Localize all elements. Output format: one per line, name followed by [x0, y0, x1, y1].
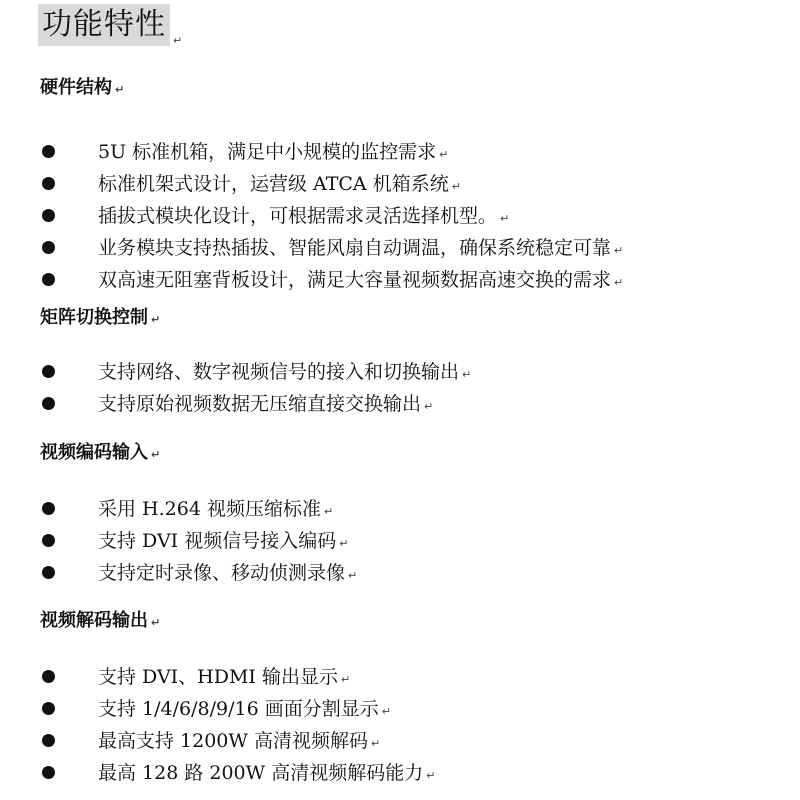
paragraph-mark-icon: ↵ [323, 505, 334, 518]
list-item [40, 557, 780, 589]
paragraph-mark-icon: ↵ [424, 400, 434, 413]
section-video-decoding-output [40, 609, 780, 789]
list-item-label: 支持定时录像、移动侦测录像 [98, 562, 346, 584]
list-item-label: 采用 H.264 视频压缩标准 [98, 498, 321, 520]
list-item [40, 264, 780, 296]
bullet-icon [42, 702, 55, 715]
bullet-list [40, 356, 780, 420]
list-item-text [98, 356, 471, 388]
list-item-text [98, 168, 461, 200]
list-item-label: 双高速无阻塞背板设计，满足大容量视频数据高速交换的需求 [98, 269, 612, 291]
list-item-text [98, 693, 391, 725]
list-item-label: 支持 1/4/6/8/9/16 画面分割显示 [98, 698, 379, 720]
paragraph-mark-icon: ↵ [451, 180, 461, 193]
list-item-label: 支持 DVI、HDMI 输出显示 [98, 666, 338, 688]
paragraph-mark-icon: ↵ [439, 148, 449, 161]
list-item [40, 757, 780, 789]
bullet-icon [42, 566, 55, 579]
bullet-list [40, 136, 780, 296]
list-item-label: 5U 标准机箱，满足中小规模的监控需求 [98, 141, 437, 163]
section-hardware-structure [40, 76, 780, 296]
bullet-icon [42, 397, 55, 410]
paragraph-mark-icon: ↵ [500, 212, 510, 225]
list-item-text [98, 725, 380, 757]
list-item-text [98, 388, 433, 420]
paragraph-mark-icon: ↵ [381, 705, 391, 718]
list-item [40, 725, 780, 757]
paragraph-mark-icon: ↵ [614, 244, 624, 257]
bullet-icon [42, 534, 55, 547]
paragraph-mark-icon: ↵ [426, 769, 436, 782]
section-matrix-switch-control [40, 306, 780, 420]
page-title: 功能特性 [38, 4, 170, 46]
list-item-label: 标准机架式设计，运营级 ATCA 机箱系统 [98, 173, 449, 195]
section-heading [40, 306, 780, 330]
list-item-text [98, 557, 357, 589]
list-item-label: 最高支持 1200W 高清视频解码 [98, 730, 368, 752]
list-item-text [98, 525, 348, 557]
paragraph-mark-icon: ↵ [614, 276, 624, 289]
bullet-icon [42, 145, 55, 158]
list-item-text [98, 661, 350, 693]
list-item-label: 插拔式模块化设计，可根据需求灵活选择机型。 [98, 205, 498, 227]
title-line [38, 4, 182, 46]
paragraph-mark-icon: ↵ [151, 616, 161, 629]
paragraph-mark-icon: ↵ [462, 368, 472, 381]
bullet-icon [42, 502, 55, 515]
paragraph-mark-icon: ↵ [339, 537, 349, 550]
bullet-list [40, 493, 780, 589]
section-heading-text: 视频编码输入 [40, 442, 148, 463]
paragraph-mark-icon: ↵ [340, 673, 351, 686]
list-item [40, 200, 780, 232]
list-item-text [98, 136, 448, 168]
list-item-label: 业务模块支持热插拔、智能风扇自动调温，确保系统稳定可靠 [98, 237, 612, 259]
list-item [40, 493, 780, 525]
section-heading [40, 441, 780, 465]
bullet-icon [42, 766, 55, 779]
section-heading-text: 硬件结构 [40, 77, 112, 98]
bullet-icon [42, 670, 55, 683]
list-item [40, 661, 780, 693]
list-item-label: 支持网络、数字视频信号的接入和切换输出 [98, 361, 460, 383]
bullet-list [40, 661, 780, 789]
list-item-text [98, 200, 509, 232]
paragraph-mark-icon: ↵ [151, 313, 161, 326]
list-item [40, 388, 780, 420]
list-item-text [98, 232, 623, 264]
list-item-text [98, 757, 435, 789]
list-item-label: 支持原始视频数据无压缩直接交换输出 [98, 393, 422, 415]
list-item-text [98, 493, 333, 525]
paragraph-mark-icon: ↵ [151, 448, 161, 461]
paragraph-mark-icon: ↵ [370, 737, 381, 750]
bullet-icon [42, 365, 55, 378]
bullet-icon [42, 177, 55, 190]
list-item-label: 支持 DVI 视频信号接入编码 [98, 530, 337, 552]
paragraph-mark-icon: ↵ [173, 34, 183, 47]
list-item [40, 693, 780, 725]
paragraph-mark-icon: ↵ [115, 83, 125, 96]
section-heading-text: 矩阵切换控制 [40, 307, 148, 328]
list-item [40, 232, 780, 264]
list-item [40, 356, 780, 388]
section-heading [40, 609, 780, 633]
list-item [40, 136, 780, 168]
list-item-label: 最高 128 路 200W 高清视频解码能力 [98, 762, 424, 784]
paragraph-mark-icon: ↵ [348, 569, 358, 582]
section-video-encoding-input [40, 441, 780, 589]
bullet-icon [42, 273, 55, 286]
list-item-text [98, 264, 623, 296]
bullet-icon [42, 209, 55, 222]
list-item [40, 525, 780, 557]
list-item [40, 168, 780, 200]
bullet-icon [42, 241, 55, 254]
bullet-icon [42, 734, 55, 747]
section-heading-text: 视频解码输出 [40, 610, 148, 631]
section-heading [40, 76, 780, 100]
